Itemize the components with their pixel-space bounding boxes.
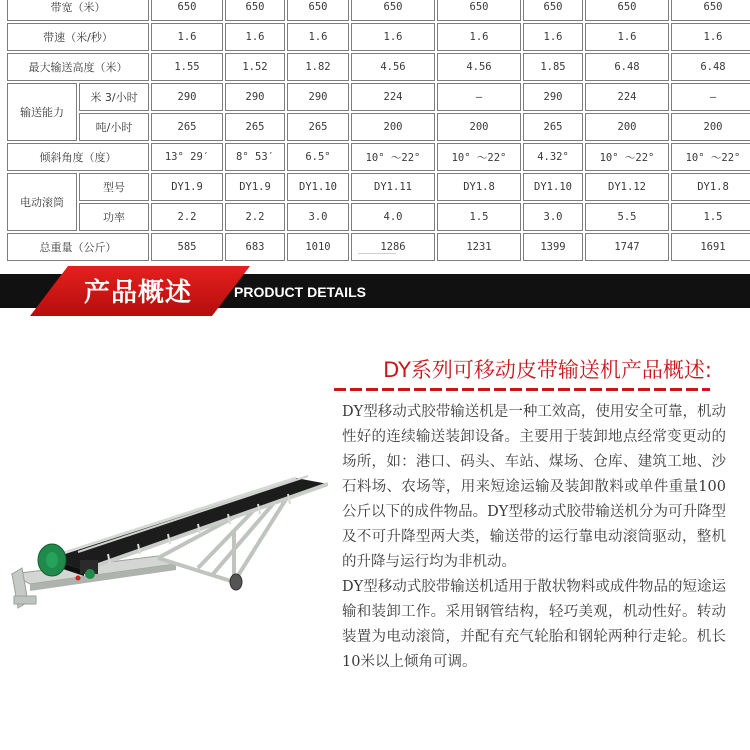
table-cell: 650 [351, 0, 435, 21]
table-cell: 200 [585, 113, 669, 141]
table-cell: 650 [151, 0, 223, 21]
table-cell: 650 [523, 0, 583, 21]
table-cell: 2.2 [225, 203, 285, 231]
table-cell: 1231 [437, 233, 521, 261]
table-cell: 10° ～22° [437, 143, 521, 171]
table-cell: 13° 29′ [151, 143, 223, 171]
table-cell: 1.6 [225, 23, 285, 51]
table-cell: DY1.9 [151, 173, 223, 201]
table-cell: 5.5 [585, 203, 669, 231]
table-cell: 224 [351, 83, 435, 111]
table-cell: 1.6 [437, 23, 521, 51]
table-cell: 650 [287, 0, 349, 21]
table-cell: 265 [225, 113, 285, 141]
table-cell: DY1.8 [671, 173, 750, 201]
table-cell: 290 [287, 83, 349, 111]
table-cell: 4.56 [437, 53, 521, 81]
row-label: 最大输送高度（米） [7, 53, 149, 81]
table-cell: 650 [225, 0, 285, 21]
table-cell: 1.6 [287, 23, 349, 51]
table-cell: 585 [151, 233, 223, 261]
row-group-label: 输送能力 [7, 83, 77, 141]
row-label: 带速（米/秒） [7, 23, 149, 51]
row-group-label: 电动滚筒 [7, 173, 77, 231]
row-label: 倾斜角度（度） [7, 143, 149, 171]
table-cell: DY1.9 [225, 173, 285, 201]
table-cell: DY1.8 [437, 173, 521, 201]
table-cell: 683 [225, 233, 285, 261]
overview-heading: DY系列可移动皮带输送机产品概述: [383, 358, 712, 382]
table-cell: DY1.10 [287, 173, 349, 201]
overview-paragraph: DY型移动式胶带输送机适用于散状物料或成件物品的短途运输和装卸工作。采用钢管结构，轻巧美观，机动性好。转动装置为电动滚筒，并配有充气轮胎和钢轮两种行走轮。机长10米以上倾角可调。 [342, 579, 726, 670]
table-cell: 10° ～22° [671, 143, 750, 171]
table-row [7, 113, 750, 141]
table-cell: 6.5° [287, 143, 349, 171]
table-cell: 1.85 [523, 53, 583, 81]
table-cell: 224 [585, 83, 669, 111]
table-row [7, 23, 750, 51]
overview-text [342, 400, 726, 675]
row-sublabel: 吨/小时 [79, 113, 149, 141]
table-cell: 1747 [585, 233, 669, 261]
table-cell: 1286 [351, 233, 435, 261]
table-row [7, 53, 750, 81]
table-cell: 1.6 [351, 23, 435, 51]
table-cell: 6.48 [585, 53, 669, 81]
table-cell: 3.0 [523, 203, 583, 231]
table-cell: 650 [671, 0, 750, 21]
table-cell: 1.6 [523, 23, 583, 51]
table-row [7, 203, 750, 231]
table-cell: 4.0 [351, 203, 435, 231]
table-cell: 1691 [671, 233, 750, 261]
table-cell: 650 [585, 0, 669, 21]
table-cell: — [671, 83, 750, 111]
table-row [7, 0, 750, 21]
divider [358, 253, 396, 254]
table-cell: 200 [351, 113, 435, 141]
table-row [7, 173, 750, 201]
table-cell: 4.56 [351, 53, 435, 81]
table-cell: 1010 [287, 233, 349, 261]
table-cell: 6.48 [671, 53, 750, 81]
table-cell: 265 [523, 113, 583, 141]
table-cell: DY1.11 [351, 173, 435, 201]
table-cell: 1.55 [151, 53, 223, 81]
row-sublabel: 米 3/小时 [79, 83, 149, 111]
table-cell: — [437, 83, 521, 111]
table-cell: 265 [287, 113, 349, 141]
banner-title: 产品概述 [83, 278, 192, 308]
table-cell: 1399 [523, 233, 583, 261]
table-cell: 8° 53′ [225, 143, 285, 171]
table-cell: 290 [523, 83, 583, 111]
belt-conveyor-illustration [8, 470, 328, 620]
table-cell: 265 [151, 113, 223, 141]
spec-table [5, 0, 750, 263]
table-cell: 1.52 [225, 53, 285, 81]
section-banner [0, 266, 750, 316]
table-cell: 1.5 [671, 203, 750, 231]
table-cell: DY1.12 [585, 173, 669, 201]
table-cell: 4.32° [523, 143, 583, 171]
table-cell: 1.82 [287, 53, 349, 81]
table-cell: 1.6 [671, 23, 750, 51]
banner-subtitle: PRODUCT DETAILS [234, 284, 366, 300]
row-sublabel: 型号 [79, 173, 149, 201]
table-cell: 1.6 [151, 23, 223, 51]
table-cell: 200 [671, 113, 750, 141]
table-cell: 1.6 [585, 23, 669, 51]
table-cell: 200 [437, 113, 521, 141]
table-cell: 3.0 [287, 203, 349, 231]
table-cell: 10° ～22° [351, 143, 435, 171]
dashed-underline [334, 388, 710, 391]
row-sublabel: 功率 [79, 203, 149, 231]
table-row [7, 233, 750, 261]
table-cell: 290 [151, 83, 223, 111]
conveyor-drawing [8, 470, 328, 620]
table-cell: 290 [225, 83, 285, 111]
row-label: 总重量（公斤） [7, 233, 149, 261]
table-row [7, 83, 750, 111]
spec-table-wrapper [5, 0, 745, 263]
table-cell: 650 [437, 0, 521, 21]
table-row [7, 143, 750, 171]
table-cell: 10° ～22° [585, 143, 669, 171]
table-cell: 2.2 [151, 203, 223, 231]
row-label: 带宽（米） [7, 0, 149, 21]
overview-paragraph: DY型移动式胶带输送机是一种工效高，使用安全可靠，机动性好的连续输送装卸设备。主要用于装卸地点经常变更动的场所，如：港口、码头、车站、煤场、仓库、建筑工地、沙石料场、农场等，用来短途运输及装卸散料或单件重量100公斤以下的成件物品。DY型移动式胶带输送机分为可升降型及不可升降型两大类，输送带的运行靠电动滚筒驱动，整机的升降与运行均为非机动。 [342, 404, 726, 570]
table-cell: 1.5 [437, 203, 521, 231]
table-cell: DY1.10 [523, 173, 583, 201]
